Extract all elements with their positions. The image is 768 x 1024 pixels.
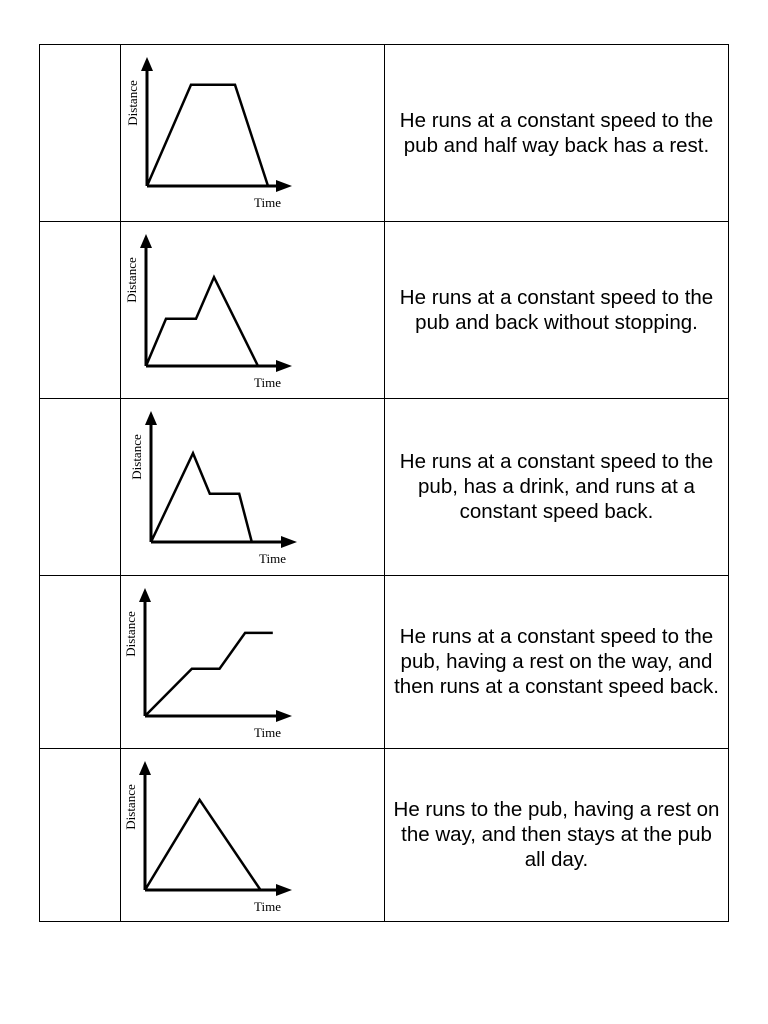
description-cell (384, 221, 729, 398)
x-axis-label: Time (254, 195, 281, 210)
y-axis-arrow-icon (139, 761, 151, 775)
distance-time-line (151, 453, 252, 542)
distance-time-line (147, 85, 268, 186)
card-row (39, 575, 729, 748)
distance-time-line (145, 800, 261, 890)
distance-time-graph (122, 576, 303, 748)
distance-time-graph (122, 399, 305, 575)
x-axis-arrow-icon (276, 180, 292, 192)
card-row (39, 221, 729, 398)
distance-time-line (146, 277, 258, 366)
y-axis-label: Distance (123, 611, 138, 657)
description-text: He runs at a constant speed to the pub, has a drink, and runs at a constant speed back. (399, 450, 714, 523)
x-axis-arrow-icon (276, 710, 292, 722)
x-axis-label: Time (254, 725, 281, 740)
y-axis-label: Distance (125, 80, 140, 126)
card-row (39, 44, 729, 221)
description-cell (384, 575, 729, 748)
description-text: He runs at a constant speed to the pub and half way back has a rest. (399, 108, 714, 157)
x-axis-label: Time (254, 899, 281, 914)
x-axis-label: Time (254, 375, 281, 390)
distance-time-graph (122, 222, 297, 398)
description-cell (384, 44, 729, 221)
y-axis-arrow-icon (145, 411, 157, 425)
distance-time-graph (122, 749, 303, 921)
description-cell (384, 748, 729, 921)
y-axis-arrow-icon (140, 234, 152, 248)
y-axis-arrow-icon (139, 588, 151, 602)
card-row (39, 398, 729, 575)
distance-time-graph (122, 45, 300, 221)
x-axis-arrow-icon (276, 360, 292, 372)
x-axis-label: Time (259, 551, 286, 566)
y-axis-label: Distance (123, 784, 138, 830)
y-axis-label: Distance (124, 257, 139, 303)
distance-time-line (145, 633, 273, 716)
x-axis-arrow-icon (276, 884, 292, 896)
y-axis-label: Distance (129, 434, 144, 480)
card-row (39, 748, 729, 921)
description-text: He runs at a constant speed to the pub, having a rest on the way, and then runs at a constant speed back. (394, 625, 719, 698)
x-axis-arrow-icon (281, 536, 297, 548)
description-cell (384, 398, 729, 575)
y-axis-arrow-icon (141, 57, 153, 71)
description-text: He runs to the pub, having a rest on the way, and then stays at the pub all day. (393, 798, 720, 871)
card-table (39, 44, 729, 922)
description-text: He runs at a constant speed to the pub and back without stopping. (399, 285, 714, 334)
